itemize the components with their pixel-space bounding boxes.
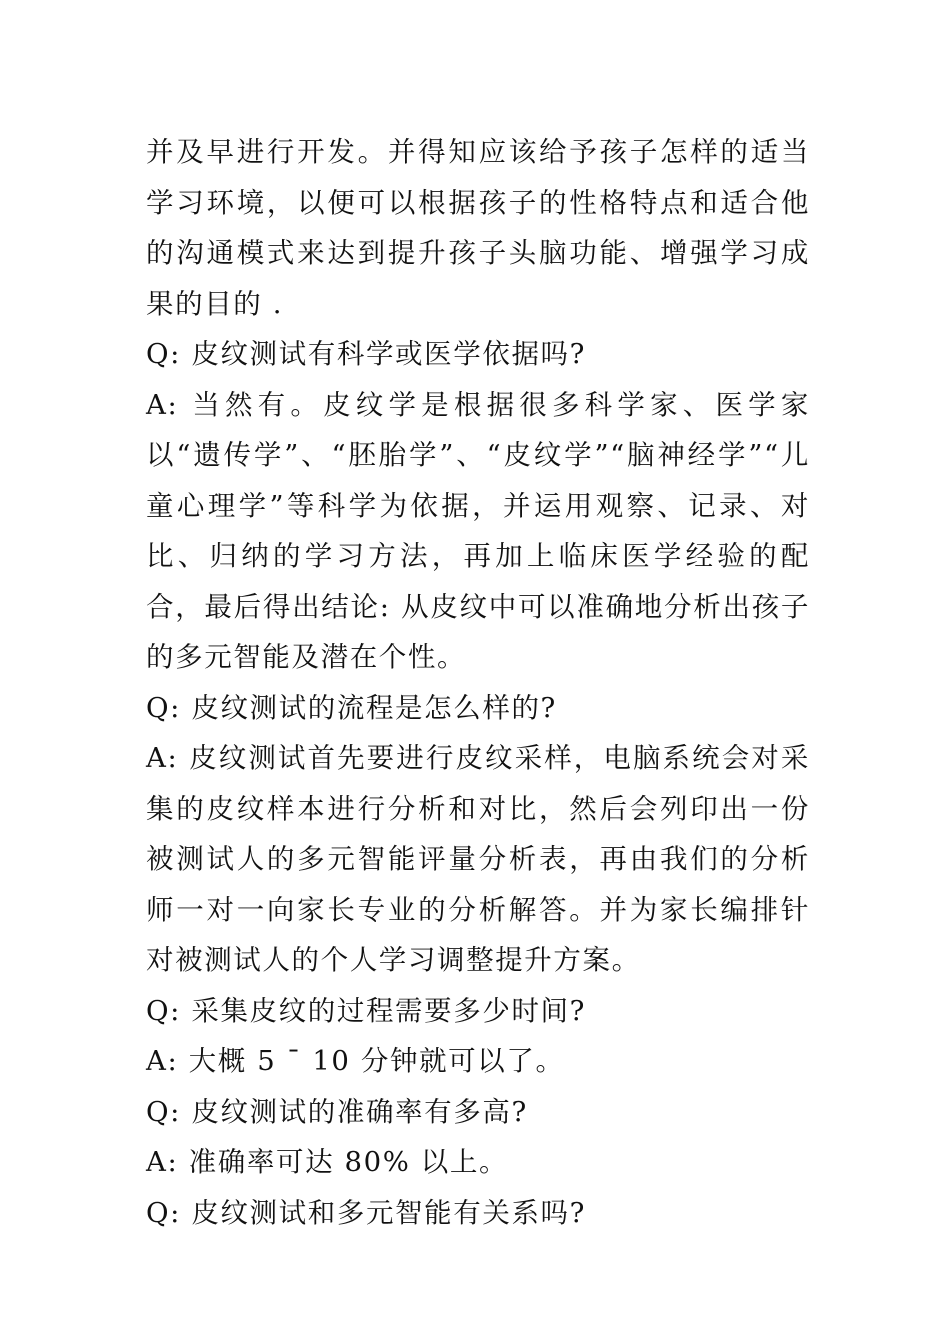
document-body [146,127,810,1238]
question-scientific-basis: Q: 皮纹测试有科学或医学依据吗? [146,338,586,370]
intro-paragraph: 并及早进行开发。并得知应该给予孩子怎样的适当学习环境，以便可以根据孩子的性格特点和适合他的沟通模式来达到提升孩子头脑功能、增强学习成果的目的 . [146,136,810,320]
question-multiple-intelligences: Q: 皮纹测试和多元智能有关系吗? [146,1196,586,1229]
question-sampling-time: Q: 采集皮纹的过程需要多少时间? [146,994,586,1027]
answer-sampling-time: A: 大概 5 ¯ 10 分钟就可以了。 [146,1045,565,1077]
question-accuracy: Q: 皮纹测试的准确率有多高? [146,1095,528,1128]
question-test-process: Q: 皮纹测试的流程是怎么样的? [146,691,557,724]
answer-scientific-basis: A: 当然有。皮纹学是根据很多科学家、医学家以“遗传学”、“胚胎学”、“皮纹学”“脑神经学”“儿童心理学”等科学为依据，并运用观察、记录、对比、归纳的学习方法，再加上临床医学经验的配合，最后得出结论: 从皮纹中可以准确地分析出孩子的多元智能及潜在个性。 [146,388,810,673]
answer-accuracy: A: 准确率可达 80% 以上。 [146,1146,509,1178]
answer-test-process: A: 皮纹测试首先要进行皮纹采样，电脑系统会对采集的皮纹样本进行分析和对比，然后会列印出一份被测试人的多元智能评量分析表，再由我们的分析师一对一向家长专业的分析解答。并为家长编排针对被测试人的个人学习调整提升方案。 [146,742,810,976]
